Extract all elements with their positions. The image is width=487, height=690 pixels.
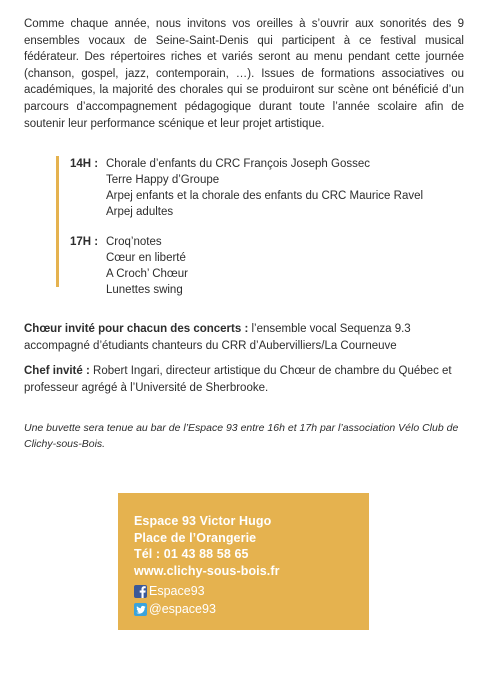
twitter-handle: @espace93 <box>149 602 216 617</box>
list-item: Chorale d’enfants du CRC François Joseph Gossec <box>106 158 370 170</box>
website-link[interactable]: www.clichy-sous-bois.fr <box>134 563 280 578</box>
slot-time: 17H : <box>70 236 99 248</box>
schedule-slot-17h <box>70 234 446 298</box>
list-item: A Croch’ Chœur <box>106 268 189 280</box>
guest-choir-label: Chœur invité pour chacun des concerts : <box>24 323 249 335</box>
list-item: Arpej adultes <box>106 206 174 218</box>
refreshment-note: Une buvette sera tenue au bar de l’Espace 93 entre 16h et 17h par l’association Vélo Club de Clichy-sous-Bois. <box>24 422 459 450</box>
facebook-handle: Espace93 <box>149 584 205 599</box>
intro-paragraph: Comme chaque année, nous invitons vos oreilles à s’ouvrir aux sonorités des 9 ensembles vocaux de Seine-Saint-Denis qui participent à ce festival musical fédérateur. Des répertoires riches et variés seront au menu pendant cette journée (chanson, gospel, jazz, contemporain, …). Issues de formations associatives ou académiques, la majorité des chorales qui se produiront sur scène ont bénéficié d’un parcours d’accompagnement pédagogique durant toute l’année scolaire afin de soutenir leur performance scénique et leur projet artistique. <box>24 18 464 130</box>
twitter-link[interactable] <box>134 601 369 617</box>
venue-phone: Tél : 01 43 88 58 65 <box>134 547 249 562</box>
guest-conductor-text: Robert Ingari, directeur artistique du Chœur de chambre du Québec et professeur agrégé à l’Université de Sherbrooke. <box>24 365 452 394</box>
venue-name: Espace 93 Victor Hugo <box>134 514 272 528</box>
list-item: Lunettes swing <box>106 284 183 296</box>
twitter-icon <box>134 603 147 616</box>
guest-conductor-paragraph <box>24 363 464 396</box>
list-item: Terre Happy d’Groupe <box>106 174 220 186</box>
slot-items <box>106 234 188 298</box>
list-item: Arpej enfants et la chorale des enfants du CRC Maurice Ravel <box>106 190 424 202</box>
facebook-glyph <box>138 586 147 598</box>
venue-address: Place de l’Orangerie <box>134 530 257 545</box>
schedule-slot-14h <box>70 156 446 220</box>
guest-choir-paragraph <box>24 321 464 354</box>
schedule <box>56 156 446 296</box>
slot-items <box>106 156 423 220</box>
facebook-link[interactable] <box>134 583 369 599</box>
list-item: Croq’notes <box>106 236 162 248</box>
guest-conductor-label: Chef invité : <box>24 365 90 377</box>
slot-time: 14H : <box>70 158 99 170</box>
list-item: Cœur en liberté <box>106 252 186 264</box>
facebook-icon <box>134 585 147 598</box>
guest-choir-text: l’ensemble vocal Sequenza 9.3 accompagné d’étudiants chanteurs du CRR d’Aubervilliers/La Courneuve <box>24 323 411 352</box>
contact-card <box>118 493 369 630</box>
twitter-glyph <box>134 603 147 616</box>
